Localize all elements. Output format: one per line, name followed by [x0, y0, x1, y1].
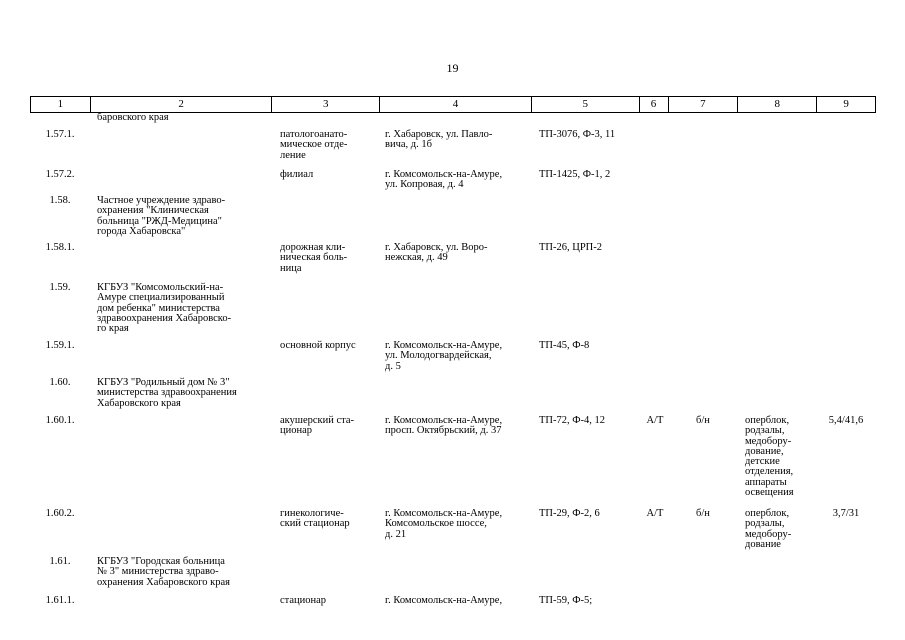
- page-number: 19: [446, 61, 459, 75]
- row-number: 1.58.: [49, 195, 71, 206]
- row-number: 1.57.2.: [45, 169, 75, 180]
- org-name: баровского края: [97, 112, 169, 123]
- object-name: основной корпус: [280, 340, 356, 351]
- row-number: 1.59.1.: [45, 340, 75, 351]
- row-number: 1.58.1.: [45, 242, 75, 253]
- object-name: гинекологиче- ский стационар: [280, 508, 350, 530]
- object-name: дорожная кли- ническая боль- ница: [280, 242, 348, 274]
- power-source: ТП-29, Ф-2, 6: [539, 508, 600, 519]
- header-col-3: 3: [272, 97, 380, 112]
- header-col-4: 4: [380, 97, 532, 112]
- object-name: патологоанато- мическое отде- ление: [280, 129, 348, 161]
- object-name: филиал: [280, 169, 314, 180]
- object-address: г. Комсомольск-на-Амуре, Комсомольское шоссе, д. 21: [385, 508, 503, 540]
- column-6-value: А/Т: [646, 415, 664, 426]
- object-address: г. Комсомольск-на-Амуре,: [385, 595, 503, 606]
- power-source: ТП-72, Ф-4, 12: [539, 415, 606, 426]
- equipment-list: оперблок, родзалы, медобору- дование: [745, 508, 792, 550]
- object-address: г. Комсомольск-на-Амуре, просп. Октябрьский, д. 37: [385, 415, 503, 437]
- row-number: 1.61.: [49, 556, 71, 567]
- row-number: 1.60.1.: [45, 415, 75, 426]
- org-name: КГБУЗ "Комсомольский-на- Амуре специализированный дом ребенка" министерства здравоохранения Хабаровско- го края: [97, 282, 232, 335]
- object-address: г. Хабаровск, ул. Воро- нежская, д. 49: [385, 242, 488, 264]
- power-value: 5,4/41,6: [828, 415, 864, 426]
- object-name: стационар: [280, 595, 327, 606]
- org-name: КГБУЗ "Городская больница № 3" министерства здраво- охранения Хабаровского края: [97, 556, 231, 588]
- object-address: г. Комсомольск-на-Амуре, ул. Копровая, д. 4: [385, 169, 503, 191]
- row-number: 1.57.1.: [45, 129, 75, 140]
- org-name: Частное учреждение здраво- охранения "Клиническая больница "РЖД-Медицина" города Хабаровска": [97, 195, 226, 237]
- row-number: 1.60.: [49, 377, 71, 388]
- column-6-value: А/Т: [646, 508, 664, 519]
- row-number: 1.60.2.: [45, 508, 75, 519]
- header-col-6: 6: [640, 97, 669, 112]
- power-source: ТП-26, ЦРП-2: [539, 242, 602, 253]
- power-source: ТП-3076, Ф-3, 11: [539, 129, 616, 140]
- column-7-value: б/н: [696, 508, 710, 519]
- header-col-7: 7: [669, 97, 739, 112]
- equipment-list: оперблок, родзалы, медобору- дование, детские отделения, аппараты освещения: [745, 415, 794, 499]
- object-address: г. Комсомольск-на-Амуре, ул. Молодогвардейская, д. 5: [385, 340, 503, 372]
- header-col-8: 8: [738, 97, 817, 112]
- power-source: ТП-1425, Ф-1, 2: [539, 169, 611, 180]
- header-col-9: 9: [843, 98, 849, 110]
- row-number: 1.61.1.: [45, 595, 75, 606]
- object-name: акушерский ста- ционар: [280, 415, 355, 437]
- header-col-2: 2: [91, 97, 273, 112]
- header-col-1: 1: [31, 97, 91, 112]
- header-col-5: 5: [532, 97, 640, 112]
- power-source: ТП-45, Ф-8: [539, 340, 590, 351]
- table-header: [30, 96, 876, 113]
- power-value: 3,7/31: [832, 508, 860, 519]
- row-number: 1.59.: [49, 282, 71, 293]
- column-7-value: б/н: [696, 415, 710, 426]
- power-source: ТП-59, Ф-5;: [539, 595, 593, 606]
- org-name: КГБУЗ "Родильный дом № 3" министерства здравоохранения Хабаровского края: [97, 377, 237, 409]
- object-address: г. Хабаровск, ул. Павло- вича, д. 1б: [385, 129, 493, 151]
